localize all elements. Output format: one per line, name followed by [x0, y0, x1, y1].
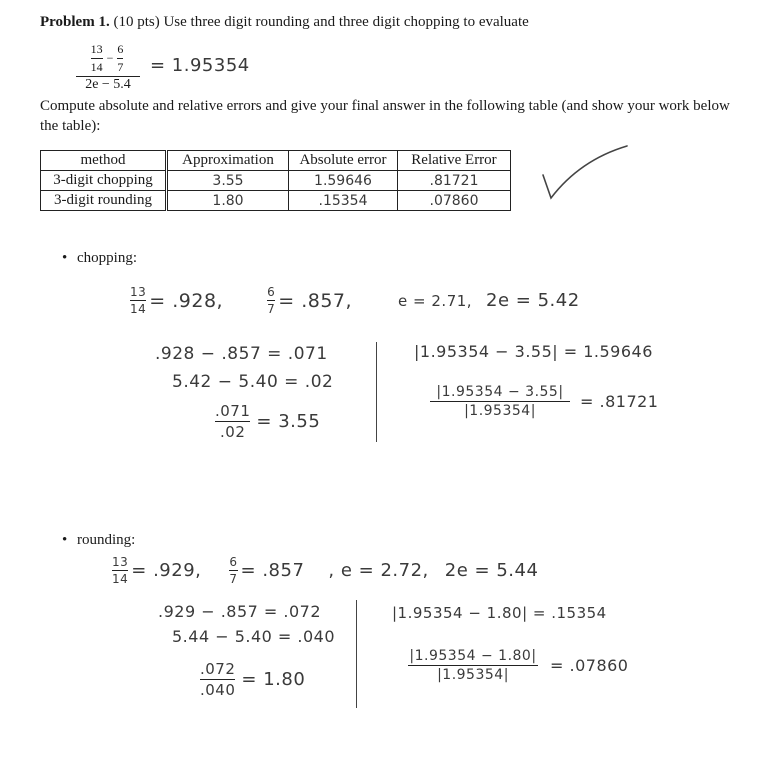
rounding-right1: |1.95354 − 1.80| = .15354	[392, 604, 607, 622]
row-approximation: 1.80	[167, 191, 289, 211]
chopping-right2: $\frac{|1.95354 - 3.55|}{|1.95354|}$ = .81721	[430, 384, 658, 419]
bullet-icon: •	[62, 532, 68, 548]
rounding-divider	[356, 600, 357, 708]
rounding-line1: $\frac{13}{14}$ = .929, $\frac{6}{7}$ = .857 , e = 2.72, 2e = 5.44	[112, 555, 539, 586]
expr-minus: −	[106, 51, 114, 65]
header-approximation: Approximation	[167, 151, 289, 171]
rounding-heading	[62, 530, 135, 550]
rounding-right2: $\frac{|1.95354 - 1.80|}{|1.95354|}$ = .07860	[409, 648, 629, 683]
chopping-left1: .928 − .857 = .071	[155, 344, 328, 364]
header-absolute-error: Absolute error	[289, 151, 398, 171]
problem-statement	[40, 12, 740, 32]
table-row	[41, 191, 511, 211]
row-absolute-error: .15354	[289, 191, 398, 211]
row-method: 3-digit chopping	[41, 171, 167, 191]
chopping-line1: $\frac{13}{14}$ = .928, $\frac{6}{7}$ = .857, e = 2.71, 2e = 5.42	[130, 285, 580, 316]
instructions: Compute absolute and relative errors and give your final answer in the following table (and show your work below the table):	[40, 98, 730, 134]
results-table	[40, 150, 511, 211]
header-relative-error: Relative Error	[398, 151, 511, 171]
checkmark-icon	[535, 140, 635, 210]
expression	[76, 42, 140, 93]
row-approximation: 3.55	[167, 171, 289, 191]
rounding-label: rounding:	[77, 532, 136, 548]
problem-text: (10 pts) Use three digit rounding and three digit chopping to evaluate	[109, 14, 529, 30]
problem-label: Problem 1.	[40, 14, 110, 30]
chopping-label: chopping:	[77, 250, 138, 266]
rounding-left3: $\frac{.072}{.040}$ = 1.80	[200, 660, 306, 699]
rounding-left2: 5.44 − 5.40 = .040	[172, 627, 336, 646]
expr-frac-a: $\frac{13}{14}$	[90, 42, 103, 74]
table-row	[41, 171, 511, 191]
chopping-right1: |1.95354 − 3.55| = 1.59646	[414, 342, 653, 361]
row-method: 3-digit rounding	[41, 191, 167, 211]
handwritten-value: = 1.95354	[150, 55, 250, 76]
chopping-heading	[62, 248, 137, 268]
table-header-row	[41, 151, 511, 171]
rounding-left1: .929 − .857 = .072	[158, 602, 322, 621]
chopping-divider	[376, 342, 377, 442]
expr-denominator: 2e − 5.4	[85, 77, 131, 92]
row-relative-error: .07860	[398, 191, 511, 211]
row-relative-error: .81721	[398, 171, 511, 191]
chopping-left2: 5.42 − 5.40 = .02	[172, 372, 334, 392]
bullet-icon: •	[62, 250, 68, 266]
expr-frac-b: $\frac{6}{7}$	[117, 42, 124, 74]
header-method: method	[41, 151, 167, 171]
row-absolute-error: 1.59646	[289, 171, 398, 191]
chopping-left3: $\frac{.071}{.02}$ = 3.55	[215, 402, 321, 441]
